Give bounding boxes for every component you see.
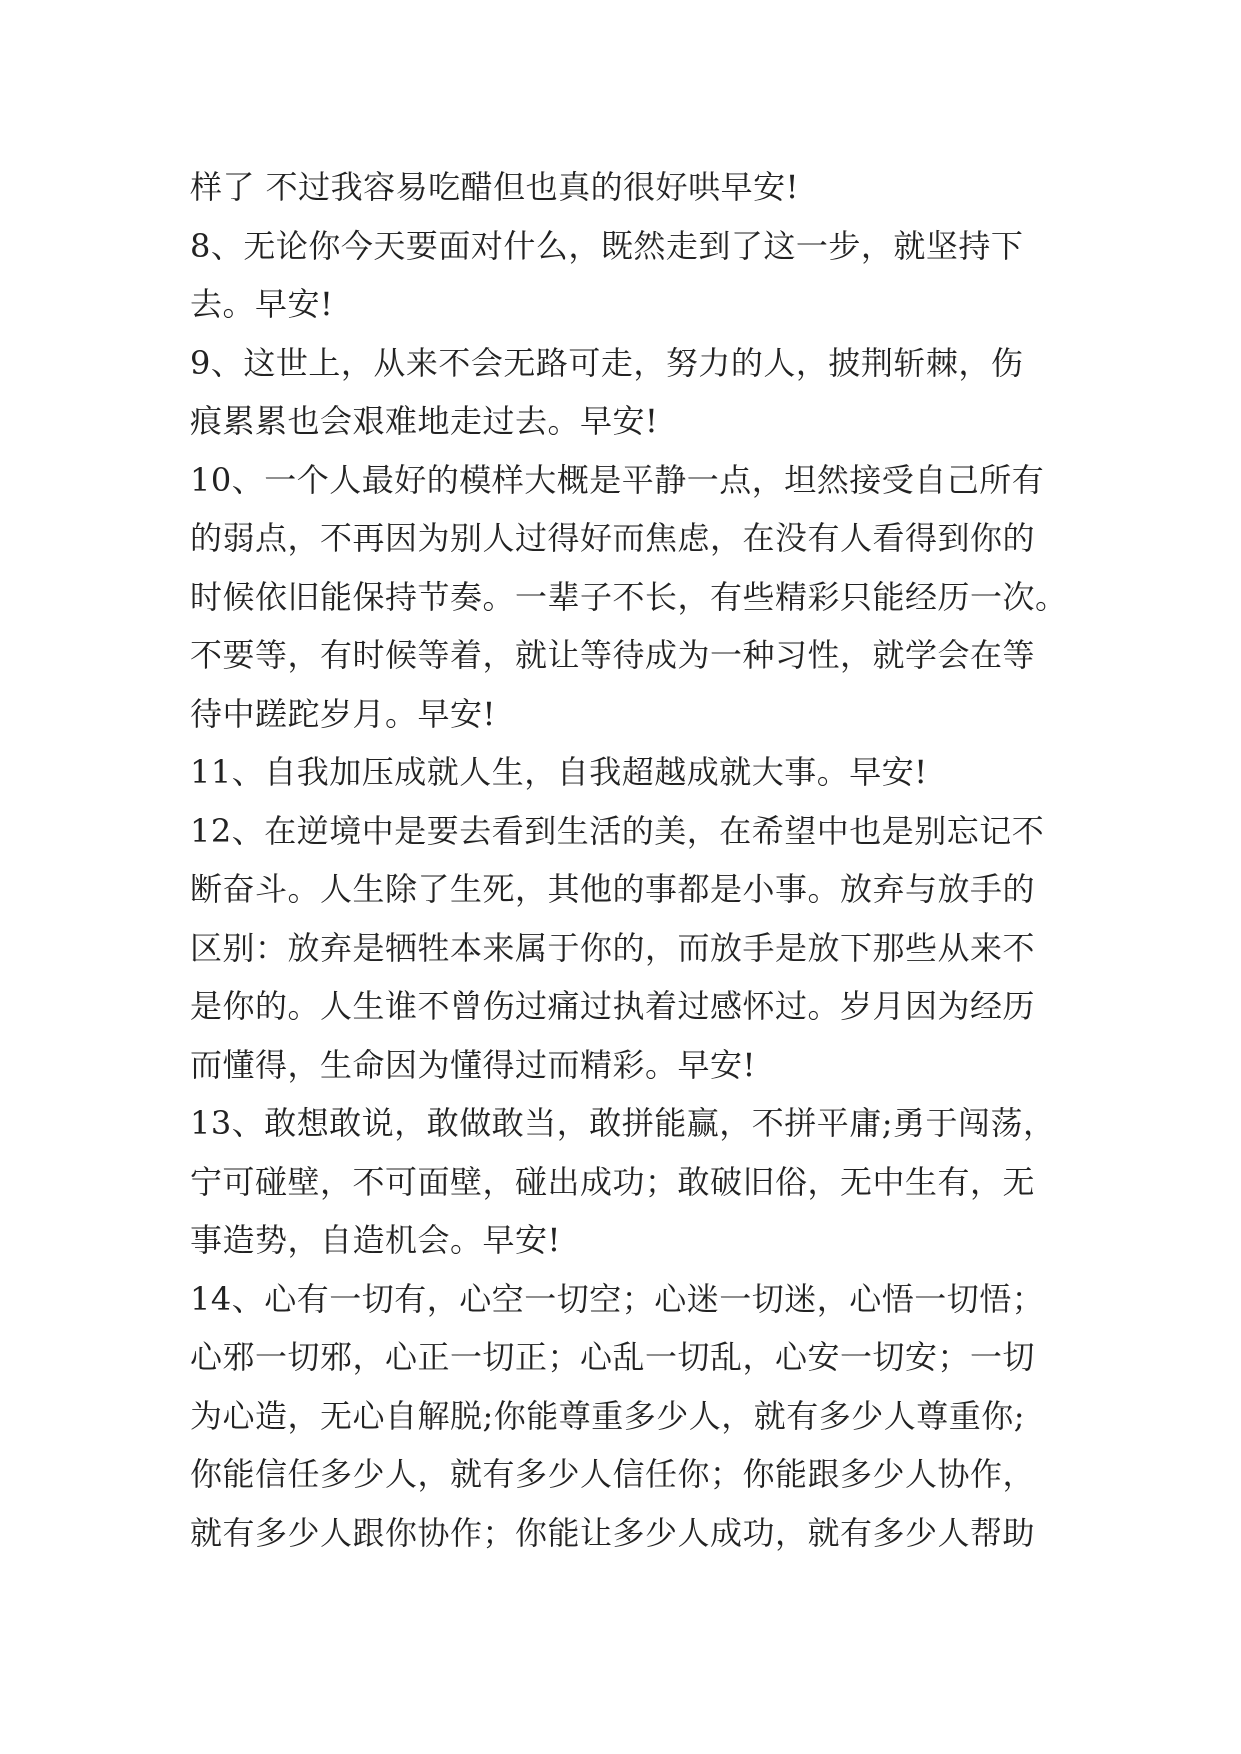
text-line: 10、一个人最好的模样大概是平静一点，坦然接受自己所有: [190, 460, 1045, 499]
text-line: 事造势，自造机会。早安!: [190, 1221, 561, 1259]
text-line: 8、无论你今天要面对什么，既然走到了这一步，就坚持下: [190, 226, 1024, 265]
text-line: 9、这世上，从来不会无路可走，努力的人，披荆斩棘，伤: [190, 343, 1024, 382]
text-line: 你能信任多少人，就有多少人信任你；你能跟多少人协作，: [190, 1455, 1036, 1493]
text-line: 宁可碰壁，不可面壁，碰出成功；敢破旧俗，无中生有，无: [190, 1162, 1036, 1201]
text-line: 断奋斗。人生除了生死，其他的事都是小事。放弃与放手的: [190, 870, 1036, 908]
text-line: 13、敢想敢说，敢做敢当，敢拼能赢，不拼平庸;勇于闯荡，: [190, 1104, 1056, 1142]
text-line: 而懂得，生命因为懂得过而精彩。早安!: [190, 1045, 756, 1084]
text-line: 14、心有一切有，心空一切空；心迷一切迷，心悟一切悟；: [190, 1279, 1045, 1318]
text-line: 待中蹉跎岁月。早安!: [190, 694, 496, 733]
text-line: 痕累累也会艰难地走过去。早安!: [190, 402, 659, 440]
text-line: 11、自我加压成就人生，自我超越成就大事。早安!: [190, 753, 928, 791]
text-line: 时候依旧能保持节奏。一辈子不长，有些精彩只能经历一次。: [190, 577, 1068, 616]
text-line: 为心造，无心自解脱;你能尊重多少人，就有多少人尊重你;: [190, 1396, 1026, 1435]
text-line: 区别：放弃是牺牲本来属于你的，而放手是放下那些从来不: [190, 928, 1036, 967]
document-body: [190, 158, 1068, 1562]
text-line: 就有多少人跟你协作；你能让多少人成功，就有多少人帮助: [190, 1513, 1036, 1552]
text-line: 12、在逆境中是要去看到生活的美，在希望中也是别忘记不: [190, 811, 1045, 850]
text-line: 的弱点，不再因为别人过得好而焦虑，在没有人看得到你的: [190, 519, 1036, 557]
text-line: 是你的。人生谁不曾伤过痛过执着过感怀过。岁月因为经历: [190, 987, 1036, 1025]
text-line: 样了 不过我容易吃醋但也真的很好哄早安!: [190, 168, 800, 206]
text-line: 不要等，有时候等着，就让等待成为一种习性，就学会在等: [190, 636, 1036, 674]
text-line: 心邪一切邪，心正一切正；心乱一切乱，心安一切安；一切: [190, 1338, 1036, 1376]
text-line: 去。早安!: [190, 285, 334, 323]
